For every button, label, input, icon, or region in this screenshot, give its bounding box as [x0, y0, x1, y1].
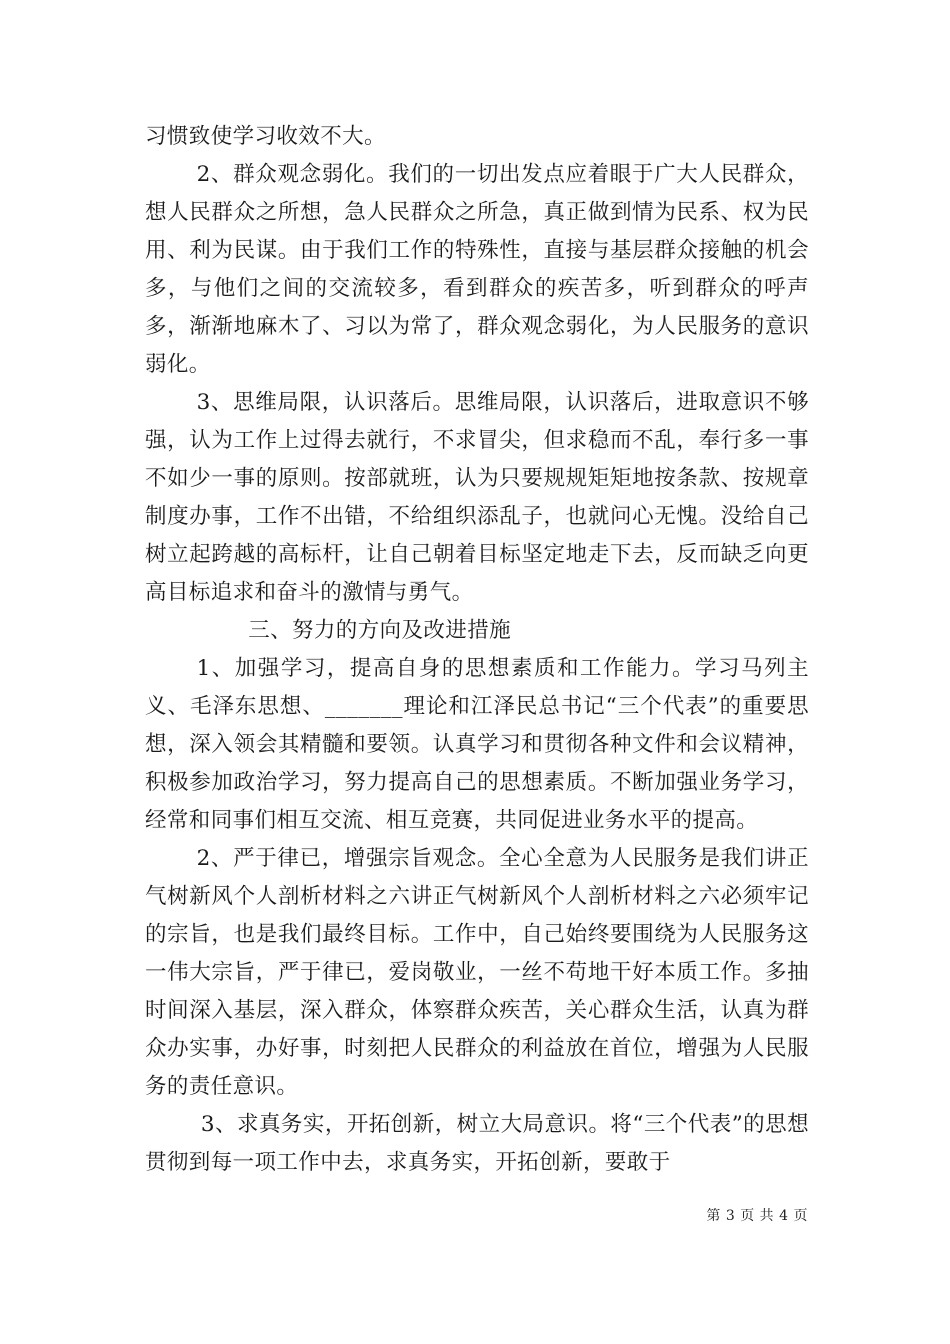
body-paragraph-pragmatic-innovation: 3、求真务实，开拓创新，树立大局意识。将“三个代表”的思想贯彻到每一项工作中去，求真务实，开拓创新，要敢于 [145, 1112, 809, 1175]
body-paragraph-self-discipline: 2、严于律已，增强宗旨观念。全心全意为人民服务是我们讲正气树新风个人剖析材料之六讲正气树新风个人剖析材料之六必须牢记的宗旨，也是我们最终目标。工作中，自己始终要围绕为人民服务这一伟大宗旨，严于律已，爱岗敬业，一丝不苟地干好本质工作。多抽时间深入基层，深入群众，体察群众疾苦，关心群众生活，认真为群众办实事，办好事，时刻把人民群众的利益放在首位，增强为人民服务的责任意识。 [145, 846, 809, 1099]
body-paragraph-strengthen-study: 1、加强学习，提高自身的思想素质和工作能力。学习马列主义、毛泽东思想、_______理论和江泽民总书记“三个代表”的重要思想，深入领会其精髓和要领。认真学习和贯彻各种文件和会议精神，积极参加政治学习，努力提高自己的思想素质。不断加强业务学习，经常和同事们相互交流、相互竞赛，共同促进业务水平的提高。 [145, 656, 809, 833]
body-paragraph-limited-thinking: 3、思维局限，认识落后。思维局限，认识落后，进取意识不够强，认为工作上过得去就行，不求冒尖，但求稳而不乱，奉行多一事不如少一事的原则。按部就班，认为只要规规矩矩地按条款、按规章制度办事，工作不出错，不给组织添乱子，也就问心无愧。没给自己树立起跨越的高标杆，让自己朝着目标坚定地走下去，反而缺乏向更高目标追求和奋斗的激情与勇气。 [145, 390, 809, 605]
body-paragraph-mass-awareness: 2、群众观念弱化。我们的一切出发点应着眼于广大人民群众，想人民群众之所想，急人民群众之所急，真正做到情为民系、权为民用、利为民谋。由于我们工作的特殊性，直接与基层群众接触的机会多，与他们之间的交流较多，看到群众的疾苦多，听到群众的呼声多，渐渐地麻木了、习以为常了，群众观念弱化，为人民服务的意识弱化。 [145, 162, 809, 377]
document-body [145, 118, 809, 1182]
page-number-footer: 第 3 页 共 4 页 [706, 1208, 808, 1224]
section-heading-improvement: 三、努力的方向及改进措施 [248, 618, 511, 643]
body-paragraph-continuation: 习惯致使学习收效不大。 [145, 124, 386, 149]
